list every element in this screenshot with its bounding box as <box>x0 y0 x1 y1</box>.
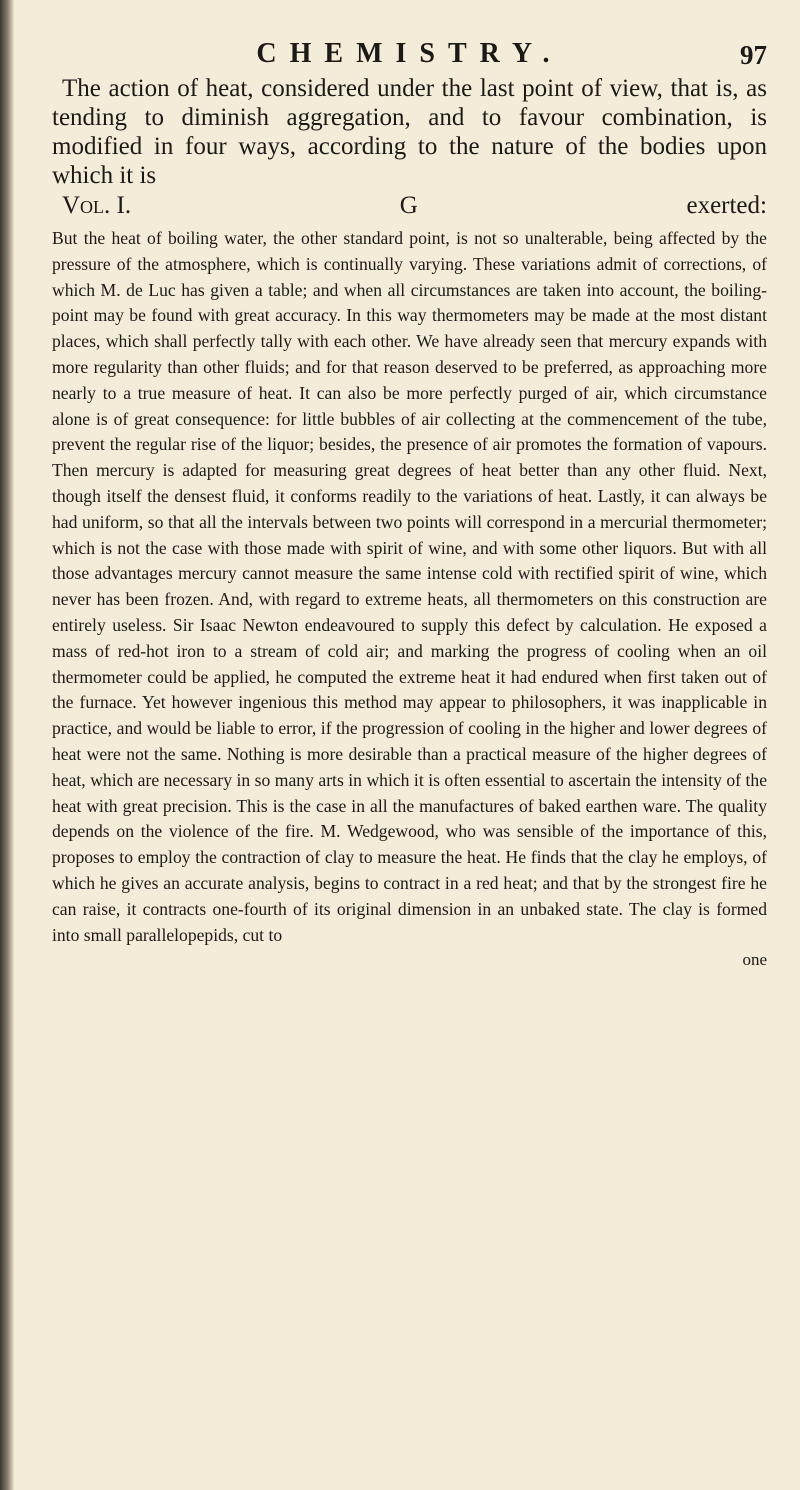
lead-paragraph: The action of heat, considered under the last point of view, that is, as tending to diminish aggregation, and to favour combination, is modified in four ways, according to the nature of the bodies upon which it is <box>52 75 767 189</box>
binding-gutter <box>0 0 14 1490</box>
lead-paragraph-end: exerted: <box>686 192 767 219</box>
signature-line <box>52 191 767 220</box>
gathering-signature: G <box>399 192 418 219</box>
volume-signature: Vol. I. <box>62 192 132 219</box>
book-page <box>52 0 767 1490</box>
footnote: But the heat of boiling water, the other standard point, is not so unalterable, being affected by the pressure of the atmosphere, which is continually varying. These variations admit of corrections, of which M. de Luc has given a table; and when all circumstances are taken into account, the boiling-point may be found with great accuracy. In this way thermometers may be made at the most distant places, which shall perfectly tally with each other. We have already seen that mercury expands with more regularity than other fluids; and for that reason deserved to be preferred, as approaching more nearly to a true measure of heat. It can also be more perfectly purged of air, which circumstance alone is of great consequence: for little bubbles of air collecting at the commencement of the tube, prevent the regular rise of the liquor; besides, the presence of air promotes the formation of vapours. Then mercury is adapted for measuring great degrees of heat better than any other fluid. Next, though itself the densest fluid, it conforms readily to the variations of heat. Lastly, it can always be had uniform, so that all the intervals between two points will correspond in a mercurial thermometer; which is not the case with those made with spirit of wine, and with some other liquors. But with all those advantages mercury cannot measure the same intense cold with rectified spirit of wine, which never has been frozen. And, with regard to extreme heats, all thermometers on this construction are entirely useless. Sir Isaac Newton endeavoured to supply this defect by calculation. He exposed a mass of red-hot iron to a stream of cold air; and marking the progress of cooling when an oil thermometer could be applied, he computed the extreme heat it had endured when first taken out of the furnace. Yet however ingenious this method may appear to philosophers, it was inapplicable in practice, and would be liable to error, if the progression of cooling in the higher and lower degrees of heat were not the same. Nothing is more desirable than a practical measure of the higher degrees of heat, which are necessary in so many arts in which it is often essential to ascertain the intensity of the heat with great precision. This is the case in all the manufactures of baked earthen ware. The quality depends on the violence of the fire. M. Wedgewood, who was sensible of the importance of this, proposes to employ the contraction of clay to measure the heat. He finds that the clay he employs, of which he gives an accurate analysis, begins to contract in a red heat; and that by the strongest fire he can raise, it contracts one-fourth of its original dimension in an unbaked state. The clay is formed into small parallelopepids, cut to <box>52 228 767 945</box>
running-head <box>52 0 767 74</box>
running-title: CHEMISTRY. <box>256 38 563 69</box>
catchword: one <box>742 950 767 970</box>
page-number: 97 <box>740 40 767 70</box>
